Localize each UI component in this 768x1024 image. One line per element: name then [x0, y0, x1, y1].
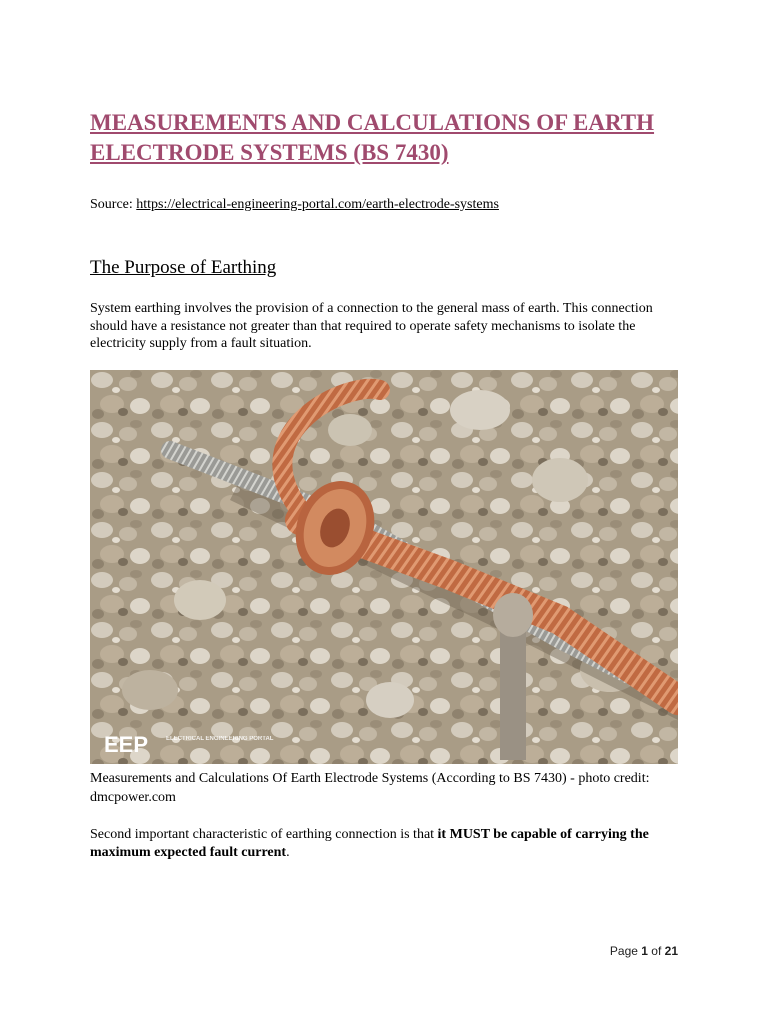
watermark-logo: EEP [104, 732, 149, 757]
paragraph-2-end: . [286, 845, 290, 860]
paragraph-2-start: Second important characteristic of earthing connection is that [90, 827, 438, 842]
document-title: MEASUREMENTS AND CALCULATIONS OF EARTH ELECTRODE SYSTEMS (BS 7430) [90, 110, 655, 165]
page-of: of [647, 944, 665, 958]
page-number [610, 944, 678, 958]
source-link[interactable]: https://electrical-engineering-portal.com/earth-electrode-systems [136, 197, 499, 212]
source-line [90, 196, 499, 214]
page-word: Page [609, 944, 642, 958]
photo-illustration [90, 370, 678, 764]
paragraph-2-bold: it MUST be capable of carrying the maximum expected fault current [90, 827, 649, 860]
page-current: 1 [641, 944, 648, 958]
source-label: Source: [90, 197, 137, 212]
photo-caption: Measurements and Calculations Of Earth Electrode Systems (According to BS 7430) - photo credit: dmcpower.com [90, 771, 650, 805]
paragraph-purpose: System earthing involves the provision of a connection to the general mass of earth. This connection should have a resistance not greater than that required to operate safety mechanisms to isolate the electricity supply from a fault situation. [90, 301, 653, 351]
page-total: 21 [664, 944, 678, 958]
paragraph-fault-current [90, 826, 680, 862]
watermark-tagline: ELECTRICAL ENGINEERING PORTAL [166, 736, 274, 742]
earthing-cable-photo [90, 370, 678, 764]
section-heading: The Purpose of Earthing [90, 257, 277, 278]
